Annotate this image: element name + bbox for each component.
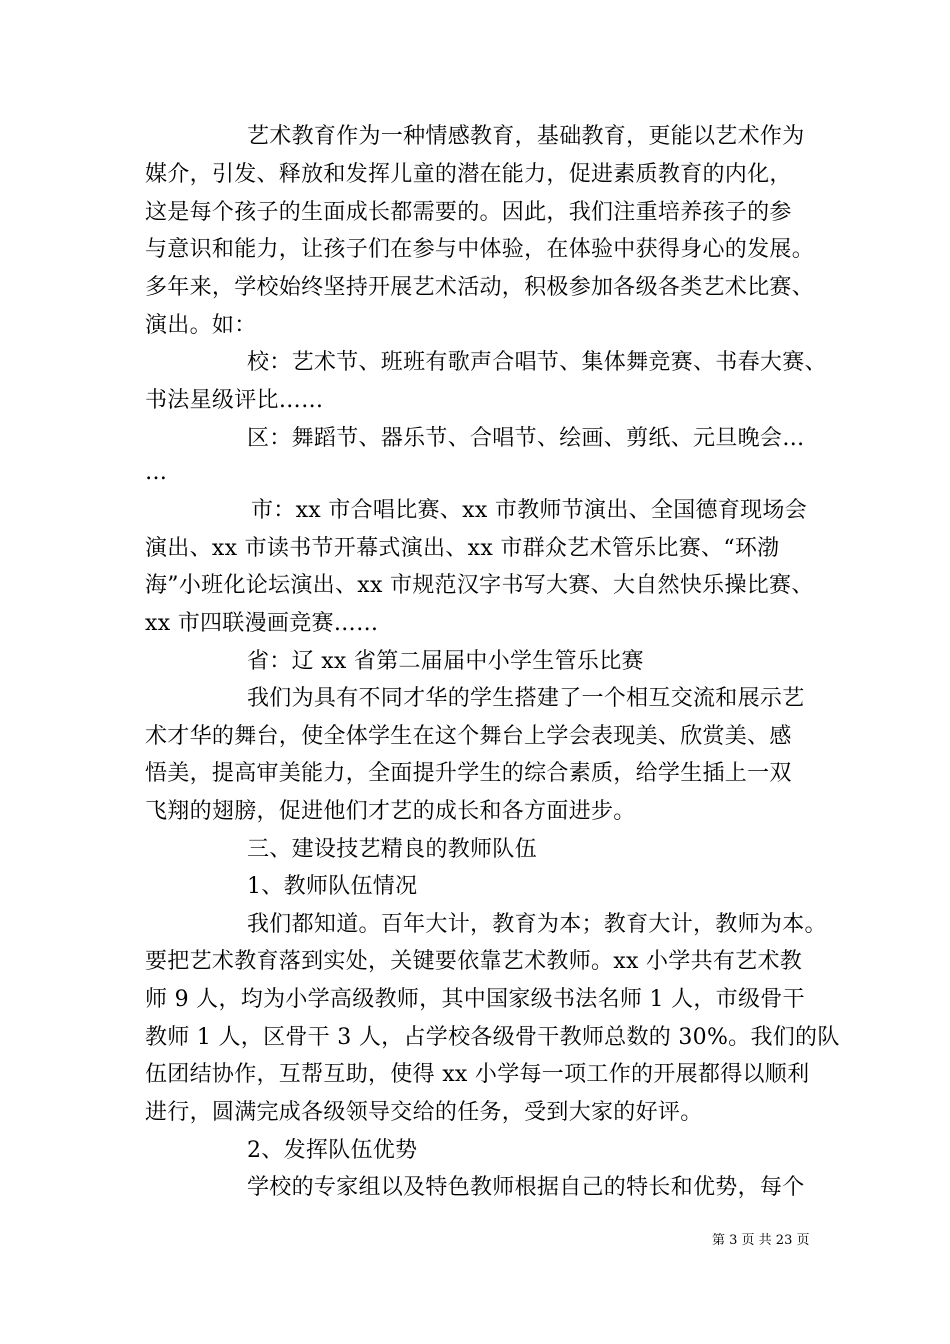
paragraph-line: 伍团结协作，互帮互助，使得 xx 小学每一项工作的开展都得以顺利 [145,1062,810,1087]
paragraph-line: 悟美，提高审美能力，全面提升学生的综合素质，给学生插上一双 [145,761,792,786]
paragraph-line: 教师 1 人，区骨干 3 人，占学校各级骨干教师总数的 30%。我们的队 [145,1025,840,1050]
paragraph-line: 我们为具有不同才华的学生搭建了一个相互交流和展示艺 [247,686,805,711]
paragraph-line: 区：舞蹈节、器乐节、合唱节、绘画、剪纸、元旦晚会… [247,426,805,451]
paragraph-line: 演出。如： [145,313,257,338]
section-heading: 三、建设技艺精良的教师队伍 [247,837,537,862]
paragraph-line: xx 市四联漫画竞赛…… [145,611,379,636]
paragraph-line: 学校的专家组以及特色教师根据自己的特长和优势，每个 [247,1175,805,1200]
paragraph-line: 媒介，引发、释放和发挥儿童的潜在能力，促进素质教育的内化， [145,162,792,187]
paragraph-line: 飞翔的翅膀，促进他们才艺的成长和各方面进步。 [145,799,636,824]
paragraph-line: 市：xx 市合唱比赛、xx 市教师节演出、全国德育现场会 [251,498,808,523]
paragraph-line: 多年来，学校始终坚持开展艺术活动，积极参加各级各类艺术比赛、 [145,275,815,300]
subsection-heading: 2、发挥队伍优势 [247,1138,418,1163]
paragraph-line: 省：辽 xx 省第二届届中小学生管乐比赛 [247,649,644,674]
paragraph-line: 师 9 人，均为小学高级教师，其中国家级书法名师 1 人，市级骨干 [145,987,805,1012]
paragraph-line: 与意识和能力，让孩子们在参与中体验，在体验中获得身心的发展。 [145,237,815,262]
paragraph-line: 书法星级评比…… [145,388,324,413]
paragraph-line: … [145,460,168,485]
paragraph-line: 要把艺术教育落到实处，关键要依靠艺术教师。xx 小学共有艺术教 [145,949,803,974]
paragraph-line: 进行，圆满完成各级领导交给的任务，受到大家的好评。 [145,1100,703,1125]
paragraph-line: 艺术教育作为一种情感教育，基础教育，更能以艺术作为 [247,124,805,149]
paragraph-line: 演出、xx 市读书节开幕式演出、xx 市群众艺术管乐比赛、“环渤 [145,536,780,561]
paragraph-line: 海”小班化论坛演出、xx 市规范汉字书写大赛、大自然快乐操比赛、 [145,573,814,598]
subsection-heading: 1、教师队伍情况 [247,874,418,899]
paragraph-line: 校：艺术节、班班有歌声合唱节、集体舞竞赛、书春大赛、 [247,350,827,375]
paragraph-line: 我们都知道。百年大计，教育为本；教育大计，教师为本。 [247,912,827,937]
paragraph-line: 术才华的舞台，使全体学生在这个舞台上学会表现美、欣赏美、感 [145,724,792,749]
paragraph-line: 这是每个孩子的生面成长都需要的。因此，我们注重培养孩子的参 [145,200,792,225]
page-number-footer: 第 3 页 共 23 页 [712,1233,810,1248]
